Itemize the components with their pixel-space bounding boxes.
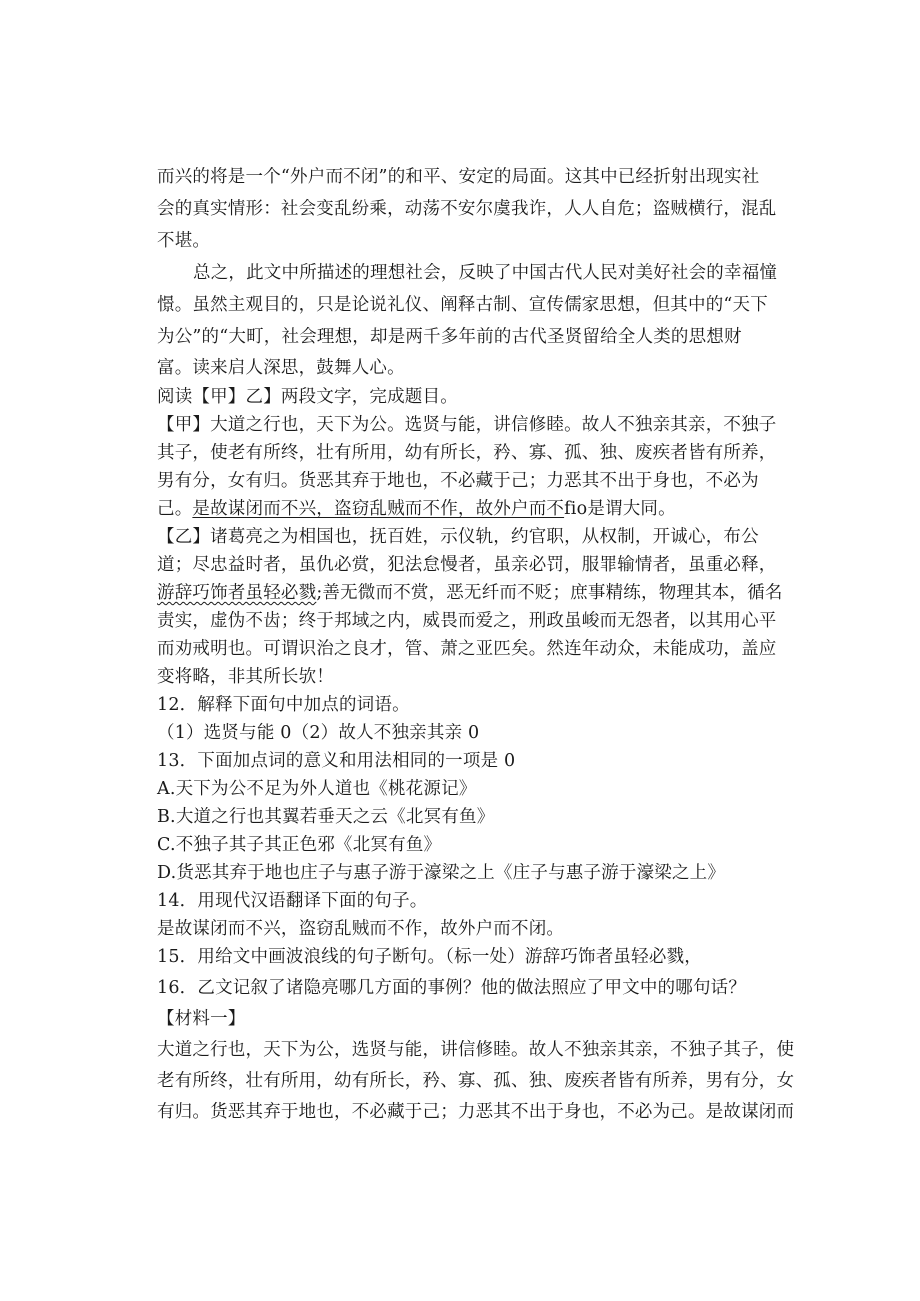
intro-line-2: 会的真实情形：社会变乱纷乘，动荡不安尔虞我诈，人人自危；盗贼横行，混乱 [157, 199, 777, 219]
question-13-option-d: D.货恶其弃于地也庄子与惠子游于濠梁之上《庄子与惠子游于濠梁之上》 [157, 863, 726, 883]
passage-yi-line-3-rest: ;善无微而不赏，恶无纤而不贬；庶事精练，物理其本，循名 [316, 583, 783, 603]
material-one-line-1: 大道之行也，天下为公，选贤与能，讲信修睦。故人不独亲其亲，不独子其子，使 [157, 1040, 795, 1060]
passage-yi-line-5: 而劝戒明也。可谓识治之良才，管、萧之亚匹矣。然连年动众，未能成功，盖应 [157, 639, 777, 659]
summary-line-1: 总之，此文中所描述的理想社会，反映了中国古代人民对美好社会的幸福憧 [193, 263, 778, 283]
passage-jia-underlined-sentence: 是故谋闭而不兴，盗窃乱贼而不作，故外户而不 [192, 499, 565, 519]
question-12: 12．解释下面句中加点的词语。 [157, 695, 410, 715]
material-one-line-3: 有归。货恶其弃于地也，不必藏于己；力恶其不出于身也，不必为己。是故谋闭而 [157, 1102, 795, 1122]
question-13-option-c: C.不独子其子其正色邪《北冥有鱼》 [157, 835, 442, 855]
intro-line-3: 不堪。 [157, 231, 211, 251]
passage-yi-line-2: 道；尽忠益时者，虽仇必赏，犯法怠慢者，虽亲必罚，服罪输情者，虽重必释， [157, 555, 777, 575]
passage-yi-line-3 [157, 582, 783, 604]
passage-jia-line-1: 【甲】大道之行也，天下为公。选贤与能，讲信修睦。故人不独亲其亲，不独子 [157, 415, 777, 435]
summary-line-4: 富。读来启人深思，鼓舞人心。 [157, 358, 405, 378]
passage-jia-line-4-end: fio是谓大同。 [564, 499, 676, 519]
passage-jia-line-2: 其子，使老有所终，壮有所用，幼有所长，矜、寡、孤、独、废疾者皆有所养， [157, 443, 777, 463]
question-13: 13．下面加点词的意义和用法相同的一项是 0 [157, 751, 516, 771]
question-14-sentence: 是故谋闭而不兴，盗窃乱贼而不作，故外户而不闭。 [157, 919, 565, 939]
summary-line-3: 为公”的“大町，社会理想，却是两千多年前的古代圣贤留给全人类的思想财 [157, 327, 742, 347]
question-14: 14．用现代汉语翻译下面的句子。 [157, 891, 428, 911]
question-13-option-a: A.天下为公不足为外人道也《桃花源记》 [157, 779, 477, 799]
summary-line-2: 憬。虽然主观目的，只是论说礼仪、阐释古制、宣传儒家思想，但其中的“天下 [157, 295, 768, 315]
passage-jia-line-4-start: 己。 [157, 499, 193, 519]
reading-prompt: 阅读【甲】乙】两段文字，完成题目。 [157, 387, 458, 407]
passage-jia-line-3: 男有分，女有归。货恶其弃于地也，不必藏于己；力恶其不出于身也，不必为 [157, 471, 759, 491]
passage-yi-wavy-sentence: 游辞巧饰者虽轻必戮 [157, 583, 317, 603]
passage-jia-line-4 [157, 498, 676, 520]
question-15: 15．用给文中画波浪线的句子断句。（标一处）游辞巧饰者虽轻必戮， [157, 947, 702, 967]
question-13-option-b: B.大道之行也其翼若垂天之云《北冥有鱼》 [157, 807, 495, 827]
passage-yi-line-4: 责实，虚伪不齿；终于邦域之内，威畏而爱之，刑政虽峻而无怨者，以其用心平 [157, 611, 777, 631]
question-12-items: （1）选贤与能 0（2）故人不独亲其亲 0 [157, 723, 480, 743]
material-one-title: 【材料一】 [157, 1009, 246, 1029]
question-16: 16．乙文记叙了诸隐亮哪几方面的事例？他的做法照应了甲文中的哪句话？ [157, 978, 747, 998]
passage-yi-line-1: 【乙】诸葛亮之为相国也，抚百姓，示仪轨，约官职，从权制，开诚心，布公 [157, 527, 759, 547]
passage-yi-line-6: 变将略，非其所长欤！ [157, 667, 334, 687]
material-one-line-2: 老有所终，壮有所用，幼有所长，矜、寡、孤、独、废疾者皆有所养，男有分，女 [157, 1071, 795, 1091]
intro-line-1: 而兴的将是一个“外户而不闭”的和平、安定的局面。这其中已经折射出现实社 [157, 167, 760, 187]
